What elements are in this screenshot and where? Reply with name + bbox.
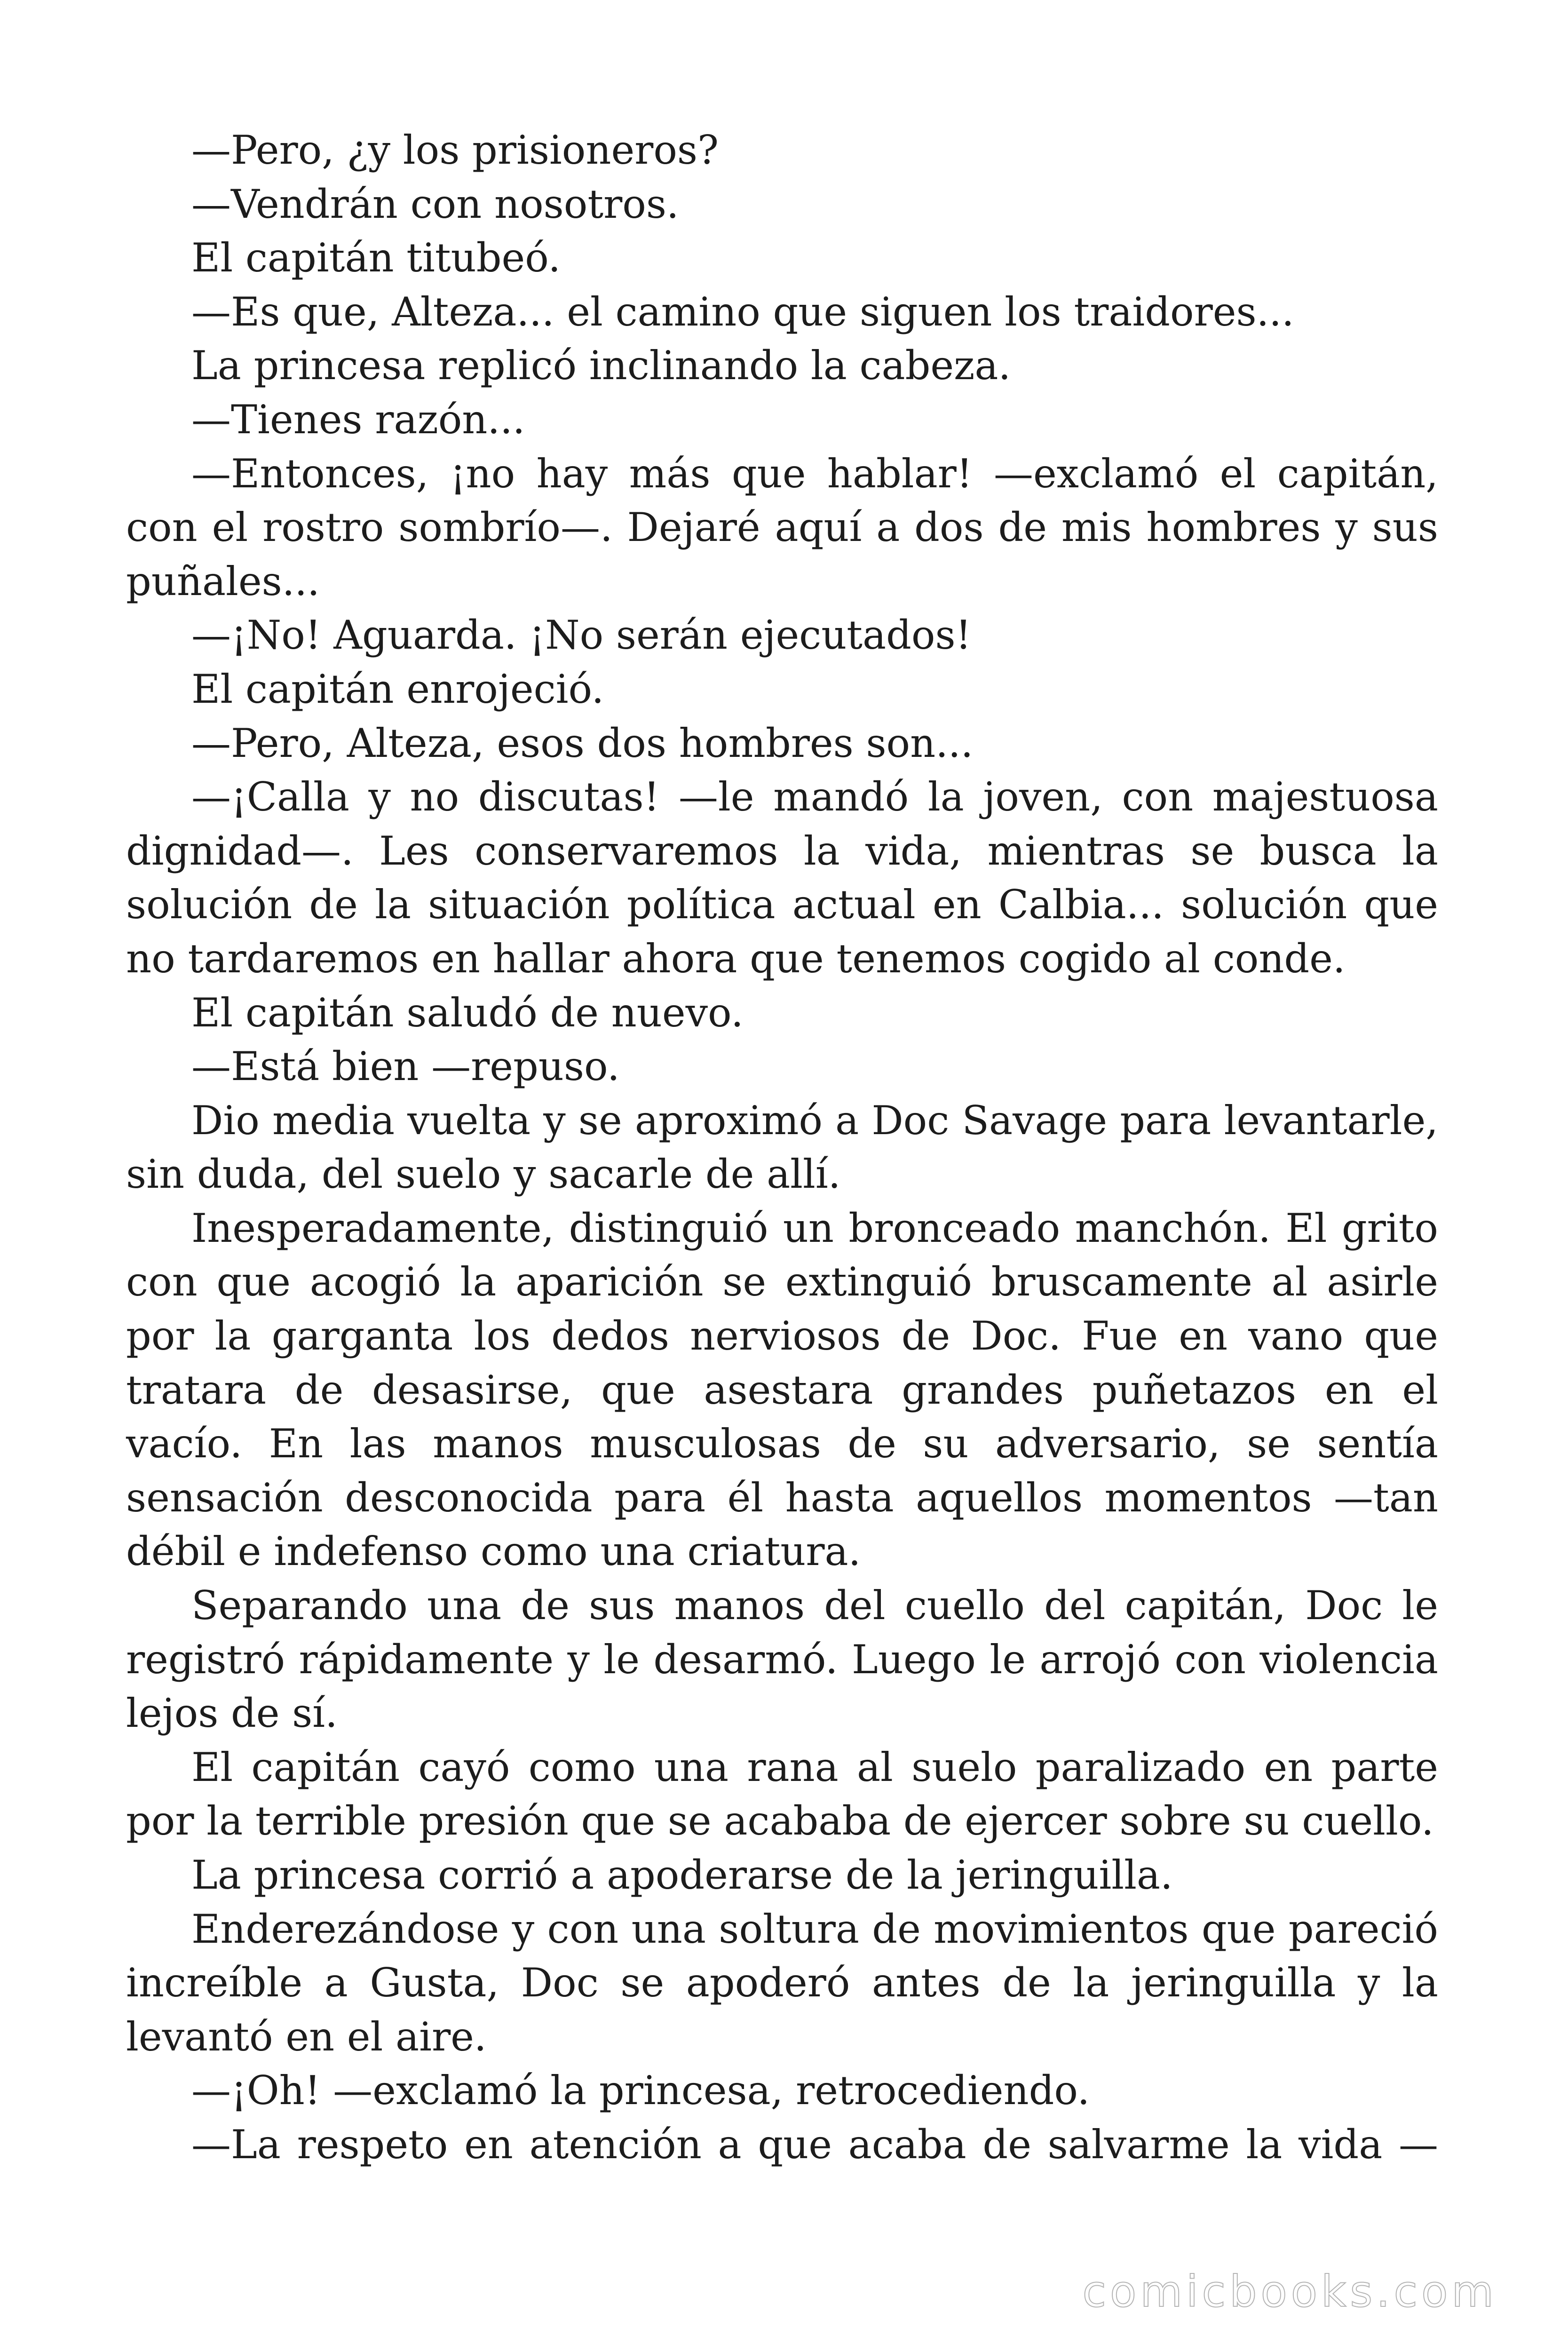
paragraph: —¡No! Aguarda. ¡No serán ejecutados! xyxy=(191,612,972,659)
paragraph: —Entonces, ¡no hay más que hablar! —exclamó el capitán, con el rostro sombrío—. Dejaré aquí a dos de mis hombres y sus puñales... xyxy=(126,450,1438,604)
body-text xyxy=(126,123,1438,2172)
paragraph: Inesperadamente, distinguió un bronceado manchón. El grito con que acogió la aparición se extinguió bruscamente al asirle por la garganta los dedos nerviosos de Doc. Fue en vano que tratara de desasirse, que asestara grandes puñetazos en el vacío. En las manos musculosas de su adversario, se sentía sensación desconocida para él hasta aquellos momentos —tan débil e indefenso como una criatura. xyxy=(126,1205,1438,1575)
paragraph: El capitán cayó como una rana al suelo paralizado en parte por la terrible presión que se acababa de ejercer sobre su cuello. xyxy=(126,1744,1438,1844)
paragraph: —La respeto en atención a que acaba de salvarme la vida — xyxy=(191,2121,1438,2168)
paragraph: —Pero, ¿y los prisioneros? xyxy=(191,127,719,173)
paragraph: —Está bien —repuso. xyxy=(191,1043,620,1090)
paragraph: El capitán titubeó. xyxy=(191,235,561,281)
paragraph: La princesa corrió a apoderarse de la jeringuilla. xyxy=(191,1852,1173,1898)
paragraph: —Es que, Alteza... el camino que siguen los traidores... xyxy=(191,288,1294,335)
paragraph: —Pero, Alteza, esos dos hombres son... xyxy=(191,720,974,766)
paragraph: Separando una de sus manos del cuello del capitán, Doc le registró rápidamente y le desarmó. Luego le arrojó con violencia lejos de sí. xyxy=(126,1582,1438,1737)
paragraph: Dio media vuelta y se aproximó a Doc Savage para levantarle, sin duda, del suelo y sacarle de allí. xyxy=(126,1097,1438,1198)
paragraph: La princesa replicó inclinando la cabeza. xyxy=(191,342,1011,389)
paragraph: El capitán enrojeció. xyxy=(191,666,604,712)
paragraph: —Tienes razón... xyxy=(191,396,525,443)
watermark: comicbooks.com xyxy=(1082,2266,1497,2317)
paragraph: Enderezándose y con una soltura de movimientos que pareció increíble a Gusta, Doc se apoderó antes de la jeringuilla y la levantó en el aire. xyxy=(126,1906,1438,2060)
paragraph: —Vendrán con nosotros. xyxy=(191,181,679,227)
paragraph: El capitán saludó de nuevo. xyxy=(191,989,744,1036)
paragraph: —¡Oh! —exclamó la princesa, retrocediendo. xyxy=(191,2067,1090,2114)
paragraph: —¡Calla y no discutas! —le mandó la joven, con majestuosa dignidad—. Les conservaremos la vida, mientras se busca la solución de la situación política actual en Calbia... solución que no tardaremos en hallar ahora que tenemos cogido al conde. xyxy=(126,774,1438,982)
